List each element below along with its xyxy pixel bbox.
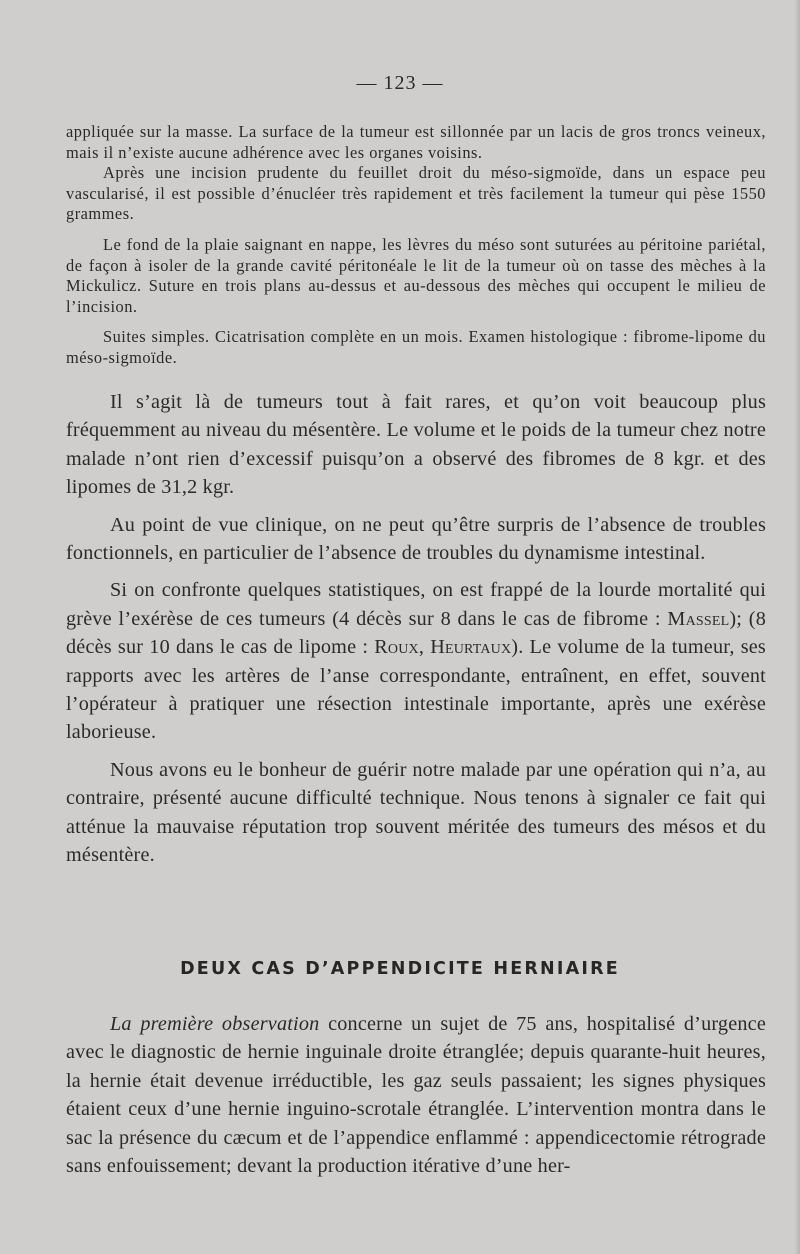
author-name-massel: Massel: [667, 607, 730, 630]
statistics-separator: ,: [418, 636, 431, 659]
case-paragraph-2: Après une incision prudente du feuillet droit du méso-sigmoïde, dans un espace peu vascularisé, il est possible d’énucléer très rapidement et très facilement la tumeur qui pèse 1550 grammes.: [66, 163, 766, 224]
page-edge-shadow: [794, 0, 800, 1254]
author-name-roux: Roux: [374, 636, 419, 659]
discussion-paragraph-4: Nous avons eu le bonheur de guérir notre malade par une opération qui n’a, au contraire, présenté aucune difficulté technique. Nous tenons à signaler ce fait qui atténue la mauvaise réputation trop souvent méritée des tumeurs des mésos et du mésentère.: [66, 758, 766, 867]
page-number: — 123 —: [356, 72, 444, 94]
case-paragraph-1: appliquée sur la masse. La surface de la tumeur est sillonnée par un lacis de gros troncs veineux, mais il n’existe aucune adhérence avec les organes voisins.: [66, 122, 766, 162]
observation-paragraph: [66, 1010, 766, 1180]
statistics-text-3: ). Le volume de la tumeur, ses rapports avec les artères de l’anse correspondante, entraînent, en effet, souvent l’opérateur à pratiquer une résection intestinale importante, après une exérèse laborieuse.: [66, 636, 766, 744]
case-paragraph-4: Suites simples. Cicatrisation complète en un mois. Examen histologique : fibrome-lipome du méso-sigmoïde.: [66, 327, 766, 367]
statistics-text-2: ); (8 décès sur 10 dans le cas de lipome :: [66, 607, 766, 659]
author-name-heurtaux: Heurtaux: [430, 636, 512, 659]
discussion-block: [66, 388, 766, 870]
observation-block: [66, 1010, 766, 1180]
discussion-paragraph-3: [66, 576, 766, 746]
observation-italic-lead: La première observation: [110, 1013, 320, 1035]
case-paragraph-3: Le fond de la plaie saignant en nappe, les lèvres du méso sont suturées au péritoine pariétal, de façon à isoler de la grande cavité péritonéale le lit de la tumeur où on tasse des mèches à la Mickulicz. Suture en trois plans au-dessus et au-dessous des mèches qui occupent le milieu de l’incision.: [66, 234, 766, 316]
case-report-block: [66, 122, 766, 369]
observation-text: concerne un sujet de 75 ans, hospitalisé d’urgence avec le diagnostic de hernie inguinale droite étranglée; depuis quarante-huit heures, la hernie était devenue irréductible, les gaz seuls passaient; les signes physiques étaient ceux d’une hernie inguino-scrotale étranglée. L’intervention montra dans le sac la présence du cæcum et de l’appendice enflammé : appendicectomie rétrograde sans enfouissement; devant la production itérative d’une her-: [66, 1013, 766, 1178]
statistics-text-1: Si on confronte quelques statistiques, on est frappé de la lourde mortalité qui grève l’exérèse de ces tumeurs (4 décès sur 8 dans le cas de fibrome :: [66, 579, 766, 630]
section-heading: DEUX CAS D’APPENDICITE HERNIAIRE: [180, 959, 620, 979]
discussion-paragraph-2: Au point de vue clinique, on ne peut qu’être surpris de l’absence de troubles fonctionnels, en particulier de l’absence de troubles du dynamisme intestinal.: [66, 513, 766, 565]
discussion-paragraph-1: Il s’agit là de tumeurs tout à fait rares, et qu’on voit beaucoup plus fréquemment au niveau du mésentère. Le volume et le poids de la tumeur chez notre malade n’ont rien d’excessif puisqu’on a observé des fibromes de 8 kgr. et des lipomes de 31,2 kgr.: [66, 391, 766, 499]
